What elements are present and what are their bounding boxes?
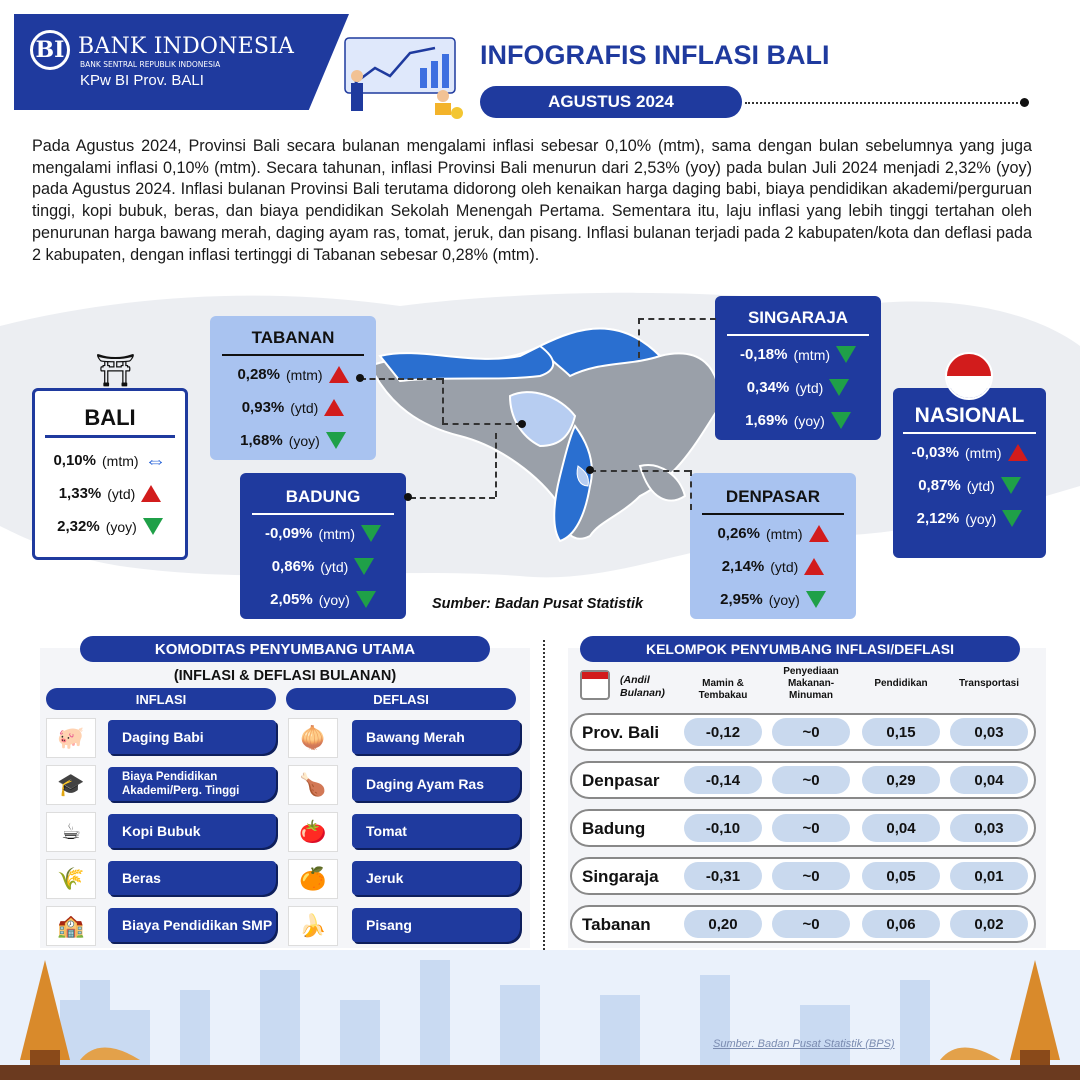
row-name: Badung bbox=[582, 819, 646, 838]
singaraja-card-title: SINGARAJA bbox=[747, 308, 849, 327]
bank-indonesia-logo: BI bbox=[30, 30, 70, 70]
denpasar-connector bbox=[590, 470, 690, 472]
table-cell: ~0 bbox=[772, 910, 850, 938]
rate-value: 2,32% bbox=[57, 518, 100, 535]
commodity-label: Pisang bbox=[352, 908, 520, 942]
trend-down-icon bbox=[356, 591, 376, 608]
period-divider-dot bbox=[1020, 98, 1029, 107]
trend-down-icon bbox=[326, 432, 346, 449]
trend-flat-icon: ⇔ bbox=[144, 447, 167, 473]
rate-unit: (ytd) bbox=[795, 379, 824, 396]
bali-card-title: BALI bbox=[84, 405, 136, 430]
rate-value: -0,09% bbox=[264, 525, 313, 542]
graduation-icon: 🎓 bbox=[46, 765, 96, 805]
table-cell: 0,04 bbox=[862, 814, 940, 842]
commodity-label: Daging Babi bbox=[108, 720, 276, 754]
rate-unit: (ytd) bbox=[107, 485, 136, 502]
trend-down-icon bbox=[143, 518, 163, 535]
nasional-card-title: NASIONAL bbox=[914, 404, 1025, 427]
singaraja-row bbox=[715, 404, 881, 437]
nasional-row bbox=[893, 436, 1046, 469]
table-cell: -0,10 bbox=[684, 814, 762, 842]
rate-value: -0,18% bbox=[739, 346, 788, 363]
trend-down-icon bbox=[831, 412, 851, 429]
calendar-icon bbox=[580, 670, 610, 700]
rate-value: 0,26% bbox=[717, 525, 760, 542]
footer-source: Sumber: Badan Pusat Statistik (BPS) bbox=[713, 1038, 895, 1050]
tabanan-dot bbox=[356, 374, 364, 382]
onion-icon: 🧅 bbox=[288, 718, 338, 758]
table-cell: ~0 bbox=[772, 718, 850, 746]
bali-row bbox=[35, 477, 185, 510]
andil-label: (Andil Bulanan) bbox=[620, 674, 665, 699]
column-header: Penyediaan Makanan-Minuman bbox=[783, 666, 839, 701]
rate-unit: (yoy) bbox=[105, 518, 137, 535]
rate-value: 1,69% bbox=[745, 412, 788, 429]
table-cell: 0,29 bbox=[862, 766, 940, 794]
section-divider bbox=[543, 640, 545, 950]
tabanan-rows bbox=[210, 358, 376, 457]
denpasar-map-dot bbox=[586, 466, 594, 474]
nasional-row bbox=[893, 502, 1046, 535]
denpasar-connector-v bbox=[690, 470, 692, 510]
orange-icon: 🍊 bbox=[288, 859, 338, 899]
trend-up-icon bbox=[329, 366, 349, 383]
column-header: Transportasi bbox=[958, 678, 1020, 689]
tabanan-row bbox=[210, 424, 376, 457]
denpasar-card-title: DENPASAR bbox=[725, 487, 821, 506]
tabanan-connector-h2 bbox=[442, 423, 522, 425]
denpasar-rows bbox=[690, 517, 856, 616]
rate-value: -0,03% bbox=[911, 444, 959, 461]
trend-down-icon bbox=[1001, 477, 1021, 494]
trend-down-icon bbox=[806, 591, 826, 608]
table-cell: ~0 bbox=[772, 814, 850, 842]
badung-rows bbox=[240, 517, 406, 616]
brand-name: BANK INDONESIA bbox=[78, 34, 295, 59]
rate-unit: (mtm) bbox=[318, 525, 356, 542]
rate-unit: (ytd) bbox=[966, 477, 995, 494]
groups-header: KELOMPOK PENYUMBANG INFLASI/DEFLASI bbox=[580, 636, 1020, 662]
row-name: Tabanan bbox=[582, 915, 651, 934]
commodity-label: Tomat bbox=[352, 814, 520, 848]
denpasar-row bbox=[690, 550, 856, 583]
table-cell: -0,14 bbox=[684, 766, 762, 794]
rate-unit: (ytd) bbox=[290, 399, 319, 416]
denpasar-row bbox=[690, 583, 856, 616]
period-divider bbox=[745, 102, 1025, 104]
commodity-label: Jeruk bbox=[352, 861, 520, 895]
rate-value: 0,34% bbox=[746, 379, 790, 396]
table-cell: 0,05 bbox=[862, 862, 940, 890]
commodities-header: KOMODITAS PENYUMBANG UTAMA bbox=[80, 636, 490, 662]
table-cell: 0,03 bbox=[950, 814, 1028, 842]
tomato-icon: 🍅 bbox=[288, 812, 338, 852]
rate-unit: (mtm) bbox=[286, 366, 323, 383]
period-badge: AGUSTUS 2024 bbox=[480, 86, 742, 118]
rate-unit: (mtm) bbox=[793, 346, 831, 363]
commodity-label: Daging Ayam Ras bbox=[352, 767, 520, 801]
singaraja-connector-v bbox=[638, 318, 640, 358]
bali-rows bbox=[35, 444, 185, 543]
column-header: Mamin & Tembakau bbox=[698, 678, 748, 701]
commodity-label: Biaya Pendidikan Akademi/Perg. Tinggi bbox=[108, 767, 276, 801]
badung-row bbox=[240, 583, 406, 616]
badung-connector bbox=[410, 497, 495, 499]
table-cell: ~0 bbox=[772, 766, 850, 794]
school-icon: 🏫 bbox=[46, 906, 96, 946]
badung-connector-v bbox=[495, 433, 497, 497]
commodity-label: Biaya Pendidikan SMP bbox=[108, 908, 276, 942]
inflasi-pill: INFLASI bbox=[46, 688, 276, 710]
rate-unit: (yoy) bbox=[318, 591, 350, 608]
rate-value: 0,87% bbox=[918, 477, 961, 494]
tabanan-connector-v bbox=[442, 378, 444, 423]
commodity-label: Kopi Bubuk bbox=[108, 814, 276, 848]
bali-row bbox=[35, 444, 185, 477]
pig-icon: 🐖 bbox=[46, 718, 96, 758]
denpasar-card bbox=[690, 473, 856, 619]
row-name: Denpasar bbox=[582, 771, 660, 790]
trend-down-icon bbox=[829, 379, 849, 396]
rice-sack-icon: 🌾 bbox=[46, 859, 96, 899]
rate-unit: (yoy) bbox=[768, 591, 800, 608]
nasional-row bbox=[893, 469, 1046, 502]
summary-paragraph: Pada Agustus 2024, Provinsi Bali secara bulanan mengalami inflasi sebesar 0,10% (mtm), sama dengan bulan sebelumnya yang juga mengalami inflasi 0,10% (mtm). Secara tahunan, inflasi Provinsi Bali menurun dari 2,53% (yoy) pada bulan Juli 2024 menjadi 2,32% (yoy) pada Agustus 2024. Inflasi bulanan Provinsi Bali terutama didorong oleh kenaikan harga daging babi, biaya pendidikan akademi/perguruan tinggi, kopi bubuk, beras, dan biaya pendidikan Sekolah Menengah Pertama. Sementara itu, laju inflasi yang lebih tinggi tertahan oleh penurunan harga bawang merah, daging ayam ras, tomat, jeruk, dan pisang. Inflasi bulanan terjadi pada 2 kabupaten/kota dan deflasi pada 2 kabupaten, dengan inflasi tertinggi di Tabanan sebesar 0,28% (mtm). bbox=[32, 137, 1032, 264]
rate-unit: (mtm) bbox=[102, 452, 139, 469]
rate-value: 1,33% bbox=[58, 485, 102, 502]
page-title: INFOGRAFIS INFLASI BALI bbox=[480, 40, 830, 70]
table-cell: ~0 bbox=[772, 862, 850, 890]
table-cell: -0,12 bbox=[684, 718, 762, 746]
rate-value: 2,12% bbox=[916, 510, 960, 527]
row-name: Prov. Bali bbox=[582, 723, 660, 742]
tabanan-connector bbox=[360, 378, 442, 380]
commodities-subheader: (INFLASI & DEFLASI BULANAN) bbox=[173, 668, 397, 684]
rate-unit: (yoy) bbox=[793, 412, 825, 429]
chicken-icon: 🍗 bbox=[288, 765, 338, 805]
trend-up-icon bbox=[1008, 444, 1028, 461]
singaraja-connector bbox=[638, 318, 716, 320]
trend-up-icon bbox=[324, 399, 344, 416]
table-cell: -0,31 bbox=[684, 862, 762, 890]
trend-down-icon bbox=[836, 346, 856, 363]
commodity-label: Bawang Merah bbox=[352, 720, 520, 754]
trend-up-icon bbox=[804, 558, 824, 575]
map-source: Sumber: Badan Pusat Statistik bbox=[432, 596, 644, 612]
badung-row bbox=[240, 550, 406, 583]
indonesia-flag-icon bbox=[945, 352, 993, 400]
coffee-bag-icon: ☕ bbox=[46, 812, 96, 852]
singaraja-row bbox=[715, 338, 881, 371]
trend-down-icon bbox=[361, 525, 381, 542]
rate-unit: (mtm) bbox=[964, 444, 1002, 461]
rate-value: 2,05% bbox=[270, 591, 313, 608]
badung-dot bbox=[404, 493, 412, 501]
bali-card bbox=[32, 352, 188, 560]
rate-unit: (yoy) bbox=[965, 510, 997, 527]
temple-icon: ⛩ bbox=[95, 352, 136, 388]
table-cell: 0,01 bbox=[950, 862, 1028, 890]
trend-up-icon bbox=[809, 525, 829, 542]
table-cell: 0,04 bbox=[950, 766, 1028, 794]
trend-down-icon bbox=[354, 558, 374, 575]
column-header: Pendidikan bbox=[874, 678, 928, 689]
rate-value: 1,68% bbox=[240, 432, 283, 449]
singaraja-rows bbox=[715, 338, 881, 437]
badung-card bbox=[240, 473, 406, 619]
row-name: Singaraja bbox=[582, 867, 659, 886]
rate-unit: (mtm) bbox=[766, 525, 803, 542]
bali-skyline-illustration bbox=[0, 940, 1080, 1080]
rate-value: 2,95% bbox=[720, 591, 763, 608]
nasional-rows bbox=[893, 436, 1046, 535]
office-name: KPw BI Prov. BALI bbox=[80, 72, 204, 89]
commodity-label: Beras bbox=[108, 861, 276, 895]
tabanan-card-title: TABANAN bbox=[251, 328, 335, 347]
rate-unit: (ytd) bbox=[770, 558, 799, 575]
rate-value: 0,10% bbox=[53, 452, 96, 469]
rate-value: 0,28% bbox=[237, 366, 280, 383]
banana-icon: 🍌 bbox=[288, 906, 338, 946]
nasional-card bbox=[893, 388, 1046, 558]
table-cell: 0,20 bbox=[684, 910, 762, 938]
rate-value: 2,14% bbox=[721, 558, 765, 575]
deflasi-pill: DEFLASI bbox=[286, 688, 516, 710]
table-cell: 0,15 bbox=[862, 718, 940, 746]
trend-down-icon bbox=[1002, 510, 1022, 527]
rate-unit: (ytd) bbox=[320, 558, 349, 575]
tabanan-card bbox=[210, 316, 376, 460]
rate-value: 0,93% bbox=[241, 399, 285, 416]
trend-up-icon bbox=[141, 485, 161, 502]
brand-subtitle: BANK SENTRAL REPUBLIK INDONESIA bbox=[80, 60, 221, 69]
tabanan-row bbox=[210, 391, 376, 424]
table-cell: 0,06 bbox=[862, 910, 940, 938]
badung-card-title: BADUNG bbox=[285, 487, 361, 506]
rate-value: 0,86% bbox=[271, 558, 315, 575]
badung-row bbox=[240, 517, 406, 550]
bali-row bbox=[35, 510, 185, 543]
rate-unit: (yoy) bbox=[288, 432, 320, 449]
singaraja-row bbox=[715, 371, 881, 404]
denpasar-row bbox=[690, 517, 856, 550]
tabanan-map-dot bbox=[518, 420, 526, 428]
tabanan-row bbox=[210, 358, 376, 391]
singaraja-card bbox=[715, 296, 881, 440]
table-cell: 0,03 bbox=[950, 718, 1028, 746]
analytics-illustration-icon bbox=[335, 28, 470, 123]
table-cell: 0,02 bbox=[950, 910, 1028, 938]
